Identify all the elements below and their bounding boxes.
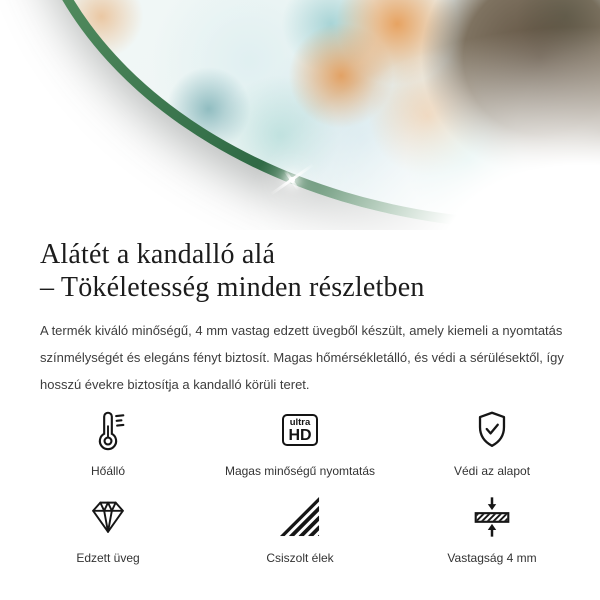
feature-tempered-glass: [12, 494, 204, 565]
ultra-hd-icon-text-bottom: HD: [288, 426, 312, 444]
description-line: színmélységét és elegáns fényt biztosít. Magas hőmérsékletálló, és védi a sérülésektől, így: [40, 350, 564, 365]
ultra-hd-icon-text-top: ultra: [289, 416, 311, 428]
product-photo: [0, 0, 600, 230]
feature-label: Magas minőségű nyomtatás: [224, 464, 376, 478]
title-line-1: Alátét a kandalló alá: [40, 239, 276, 270]
beveled-edge-icon: [277, 494, 323, 540]
feature-label: Védi az alapot: [453, 464, 531, 478]
ultra-hd-icon: [277, 407, 323, 453]
shield-check-icon: [469, 407, 515, 453]
thickness-icon: [469, 494, 515, 540]
feature-label: Csiszolt élek: [266, 551, 334, 565]
feature-print-quality: [204, 407, 396, 478]
feature-polished-edges: [204, 494, 396, 565]
feature-label: Hőálló: [90, 464, 126, 478]
feature-grid: [0, 407, 600, 565]
description-line: hosszú évekre biztosítja a kandalló körüli teret.: [40, 377, 310, 392]
title-line-2: – Tökéletesség minden részletben: [40, 272, 425, 303]
diamond-icon: [85, 494, 131, 540]
feature-label: Vastagság 4 mm: [447, 551, 537, 565]
description-section: [0, 230, 600, 398]
page-title: [40, 238, 560, 304]
description-line: A termék kiváló minőségű, 4 mm vastag edzett üvegből készült, amely kiemeli a nyomtatás: [40, 323, 563, 338]
feature-thickness: [396, 494, 588, 565]
feature-heat-resistant: [12, 407, 204, 478]
thermometer-icon: [85, 407, 131, 453]
feature-label: Edzett üveg: [76, 551, 140, 565]
feature-base-protection: [396, 407, 588, 478]
marble-print: [30, 0, 600, 220]
product-description: [40, 317, 564, 398]
glass-pad-image: [20, 0, 600, 230]
